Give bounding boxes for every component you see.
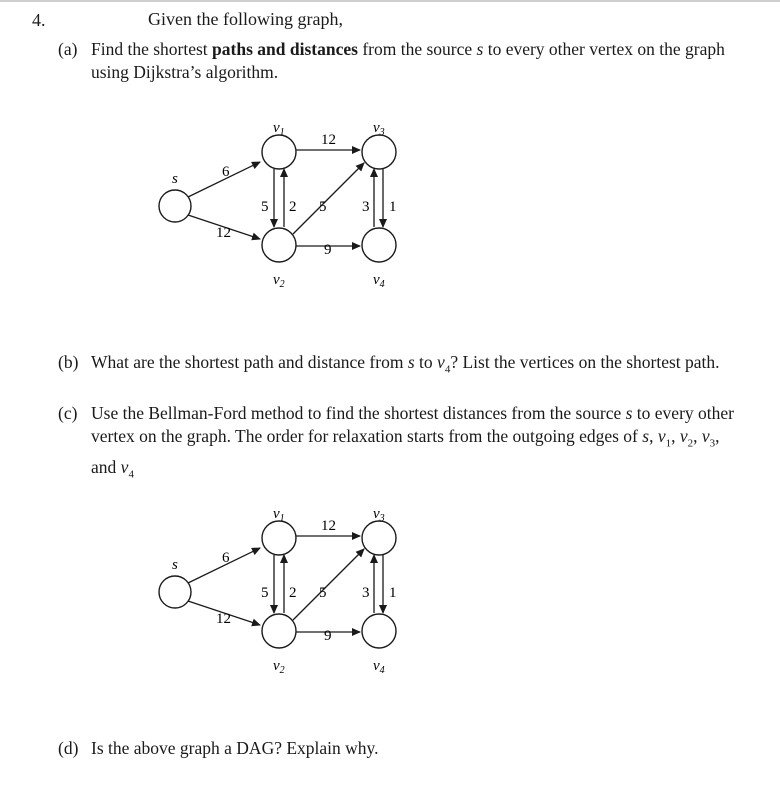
weight-s-v2: 12 <box>216 225 231 241</box>
weight-v2-v4: 9 <box>324 628 332 644</box>
weight-v4-v3: 3 <box>362 585 370 601</box>
weight-v1-v2: 5 <box>261 585 269 601</box>
weight-v3-v4: 1 <box>389 199 397 215</box>
part-a-label: (a) <box>58 39 78 59</box>
part-d <box>58 737 738 760</box>
node-v4 <box>362 614 396 648</box>
weight-v3-v4: 1 <box>389 585 397 601</box>
label-v1: $v_1$ <box>273 506 285 524</box>
label-v4: $v_4$ <box>373 658 385 676</box>
node-v2 <box>262 228 296 262</box>
node-s <box>159 190 191 222</box>
part-b-text: What are the shortest path and distance from s to $v_4$? List the vertices on the shortest path. <box>91 352 720 376</box>
weight-v1-v3: 12 <box>321 132 336 148</box>
graph-figure-1 <box>150 110 430 300</box>
label-v2: $v_2$ <box>273 658 285 676</box>
part-d-label: (d) <box>58 738 79 758</box>
part-b-label: (b) <box>58 352 79 372</box>
node-v3 <box>362 521 396 555</box>
problem-number: 4. <box>32 10 46 30</box>
label-v1: $v_1$ <box>273 120 285 138</box>
weight-s-v1: 6 <box>222 550 230 566</box>
weight-v4-v3: 3 <box>362 199 370 215</box>
label-v3: $v_3$ <box>373 120 385 138</box>
part-a <box>58 38 738 84</box>
edge-v2-v3 <box>293 163 364 234</box>
graph-figure-2 <box>150 496 430 686</box>
node-v2 <box>262 614 296 648</box>
problem-intro: Given the following graph, <box>148 9 343 29</box>
part-c-text: Use the Bellman-Ford method to find the shortest distances from the source s to every other vertex on the graph. The order for relaxation starts from the outgoing edges of s, $v_1$, $v_2$, $v_3$, and $v_4$ <box>91 403 734 480</box>
weight-v2-v4: 9 <box>324 242 332 258</box>
weight-v1-v2: 5 <box>261 199 269 215</box>
label-v3: $v_3$ <box>373 506 385 524</box>
weight-s-v2: 12 <box>216 611 231 627</box>
node-v4 <box>362 228 396 262</box>
weight-v2-v3: 5 <box>319 199 327 215</box>
part-d-text: Is the above graph a DAG? Explain why. <box>91 738 379 758</box>
weight-v2-v1: 2 <box>289 199 297 215</box>
weight-v2-v3: 5 <box>319 585 327 601</box>
top-border <box>0 0 780 2</box>
weight-v2-v1: 2 <box>289 585 297 601</box>
label-s: s <box>172 171 178 187</box>
part-c <box>58 402 738 486</box>
weight-s-v1: 6 <box>222 164 230 180</box>
node-v1 <box>262 521 296 555</box>
part-c-label: (c) <box>58 403 78 423</box>
label-v2: $v_2$ <box>273 272 285 290</box>
label-v4: $v_4$ <box>373 272 385 290</box>
part-b <box>58 351 738 382</box>
label-s: s <box>172 557 178 573</box>
emphasis-text: paths and distances <box>212 39 358 59</box>
weight-v1-v3: 12 <box>321 518 336 534</box>
part-a-text: Find the shortest paths and distances from the source s to every other vertex on the graph using Dijkstra’s algorithm. <box>91 39 725 82</box>
node-s <box>159 576 191 608</box>
node-v1 <box>262 135 296 169</box>
node-v3 <box>362 135 396 169</box>
edge-v2-v3 <box>293 549 364 620</box>
